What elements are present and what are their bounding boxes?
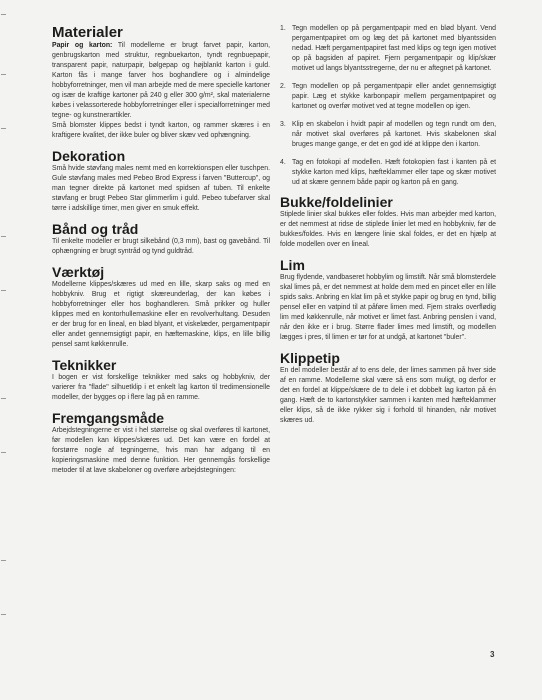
step-text: Tag en fotokopi af modellen. Hæft fotokopien fast i kanten på et stykke karton med klips, hæfteklammer eller tape og skær motivet ud at skære gennem både papir og karton på en gang. xyxy=(292,159,496,186)
step-number: 4. xyxy=(280,159,286,166)
paragraph: Til enkelte modeller er brugt silkebånd (0,3 mm), bast og gavebånd. Til ophængning er brugt syntråd og tynd guldtråd. xyxy=(52,238,270,255)
binder-mark xyxy=(1,14,6,15)
section-teknikker xyxy=(52,357,270,403)
binder-mark xyxy=(1,290,6,291)
heading-lim: Lim xyxy=(280,257,305,273)
paragraph: Stiplede linier skal bukkes eller foldes. Hvis man arbejder med karton, er det nemmest at ridse de stiplede linier let med en hobbykniv, før de bukkes/foldes. Hvis en længere linie skal foldes, er det en hjælp at folde modellen over en lineal. xyxy=(280,211,496,248)
heading-fremgangsmaade: Fremgangsmåde xyxy=(52,410,165,426)
text: Til modellerne er brugt farvet papir, karton, genbrugskarton med struktur, regnbuekarton, tyndt regnbuepapir, transparent papir, naturpapir, bølgepap og højblankt karton i guld. Karton fås i mange farver hos boghandlere og i almindelige hobbyforretninger, men vil man arbejde med de mere specielle kartoner og især de kraftige kartoner på 240 g eller 300 g/m², skal materialerne købes i velassorterede hobbyforretninger eller i specialforretninger med tegne- og kunstnerartikler. xyxy=(52,42,270,119)
binder-mark xyxy=(1,128,6,129)
heading-dekoration: Dekoration xyxy=(52,148,126,164)
binder-mark xyxy=(1,236,6,237)
step-text: Tegn modellen op på pergamentpapir med en blød blyant. Vend pergamentpapiret om og læg det på kartonet med blyantssiden nedad. Hæft pergamentpapiret fast med klips og tegn igen motivet op på bagsiden af papiret. Fjern pergamentpapir og klip/skær motivet ud langs blyantsstregerne, der nu er aftegnet på kartonet. xyxy=(292,25,496,72)
binder-mark xyxy=(1,614,6,615)
step-number: 1. xyxy=(280,25,286,32)
paragraph: Små blomster klippes bedst i tyndt karton, og rammer skæres i en kraftigere kvalitet, der ikke buler og bliver skæv ved ophængning. xyxy=(52,122,270,139)
section-dekoration xyxy=(52,148,270,214)
step-text: Tegn modellen op på pergamentpapir eller andet gennemsigtigt papir. Læg et stykke karbonpapir mellem pergamentpapiret og kartonet og overfør motivet ved at tegne modellen op igen. xyxy=(292,83,496,110)
list-item xyxy=(280,82,496,112)
section-lim xyxy=(280,257,496,343)
step-number: 3. xyxy=(280,121,286,128)
right-column xyxy=(280,24,496,426)
binder-mark xyxy=(1,452,6,453)
section-vaerktoej xyxy=(52,264,270,350)
heading-vaerktoej: Værktøj xyxy=(52,264,105,280)
binder-mark xyxy=(1,74,6,75)
section-klippetip xyxy=(280,350,496,426)
left-column xyxy=(52,24,270,476)
heading-materialer: Materialer xyxy=(52,24,123,41)
list-item xyxy=(280,120,496,150)
step-text: Klip en skabelon i hvidt papir af modellen og tegn rundt om den, når motivet skal overføres på kartonet. Hvis skabelonen skal bruges mange gange, er det en god idé at klippe den i karton. xyxy=(292,121,496,148)
list-item xyxy=(280,24,496,74)
list-item xyxy=(280,158,496,188)
section-fremgangsmaade xyxy=(52,410,270,476)
section-materialer xyxy=(52,24,270,141)
page-number: 3 xyxy=(490,650,495,659)
paragraph: I bogen er vist forskellige teknikker med saks og hobbykniv, der varierer fra "flade" silhuetklip i et enkelt lag karton til tredimensionelle modeller, der bygges op i flere lag på en ramme. xyxy=(52,374,270,401)
heading-baand-og-traad: Bånd og tråd xyxy=(52,221,139,237)
paragraph: En del modeller består af to ens dele, der limes sammen på hver side af en ramme. Modellerne skal være så ens som muligt, og derfor er det en fordel at klippe/skære de to dele i et dobbelt lag karton på én gang. Hæft de to kartonstykker sammen i kanten med hæfteklammer eller klips, så de ikke rykker sig i forhold til hinanden, når motivet skæres ud. xyxy=(280,367,496,424)
paragraph: Brug flydende, vandbaseret hobbylim og limstift. Når små blomsterdele skal limes på, er det nemmest at holde dem med en pincet eller en lille spids saks. Anbring en klat lim på et stykke papir og brug en tynd, billig pensel eller en vatpind til at påføre limen med. Fjern straks overflødig lim med køkkenrulle, når motivet er limet fast. Anbring penslen i vand, når den ikke er i brug. Større flader limes med limstift, og modellen lægges i pres, til limen er tør for at undgå, at kartonet "buler". xyxy=(280,274,497,341)
heading-teknikker: Teknikker xyxy=(52,357,117,373)
binder-mark xyxy=(1,398,6,399)
paragraph xyxy=(52,41,270,121)
paragraph: Modellerne klippes/skæres ud med en lille, skarp saks og med en hobbykniv. Brug et rigtigt skæreunderlag, der kan købes i hobbyforretninger eller hos boghandleren. Små prikker og huller klippes med en kontorhullemaskine eller en revolverhultang. Desuden er der brug for en lineal, en blød blyant, et viskelæder, pergamentpapir eller andet gennemsigtigt papir, en hæftemaskine, klips, en lille billig pensel samt køkkenrulle. xyxy=(52,281,270,348)
paragraph: Små hvide støvfang males nemt med en korrektionspen eller tuschpen. Gule støvfang males med Pebeo Brod Express i farven "Buttercup", og man tegner direkte på kartonet med spidsen af tuben. Til enkelte støvfang er brugt Pebeo Star glimmerlim i guld. Pebeo tubefarver skal tørre i adskillige timer, men giver en smuk effekt. xyxy=(52,165,270,212)
heading-klippetip: Klippetip xyxy=(280,350,340,366)
binder-mark xyxy=(1,560,6,561)
section-bukke-foldelinier xyxy=(280,194,496,250)
heading-bukke-foldelinier: Bukke/foldelinier xyxy=(280,194,393,210)
paragraph: Arbejdstegningerne er vist i hel størrelse og skal overføres til kartonet, før modellen kan klippes/skæres ud. Det kan være en fordel at forstørre nogle af tegningerne, hvis man har adgang til en kopieringsmaskine med denne funktion. Her gennemgås forskellige metoder til at lave skabeloner og overføre arbejdstegningen: xyxy=(52,427,270,474)
steps-list xyxy=(280,24,496,188)
subheading-papir-karton: Papir og karton: xyxy=(52,42,113,49)
step-number: 2. xyxy=(280,83,286,90)
section-baand xyxy=(52,221,270,257)
